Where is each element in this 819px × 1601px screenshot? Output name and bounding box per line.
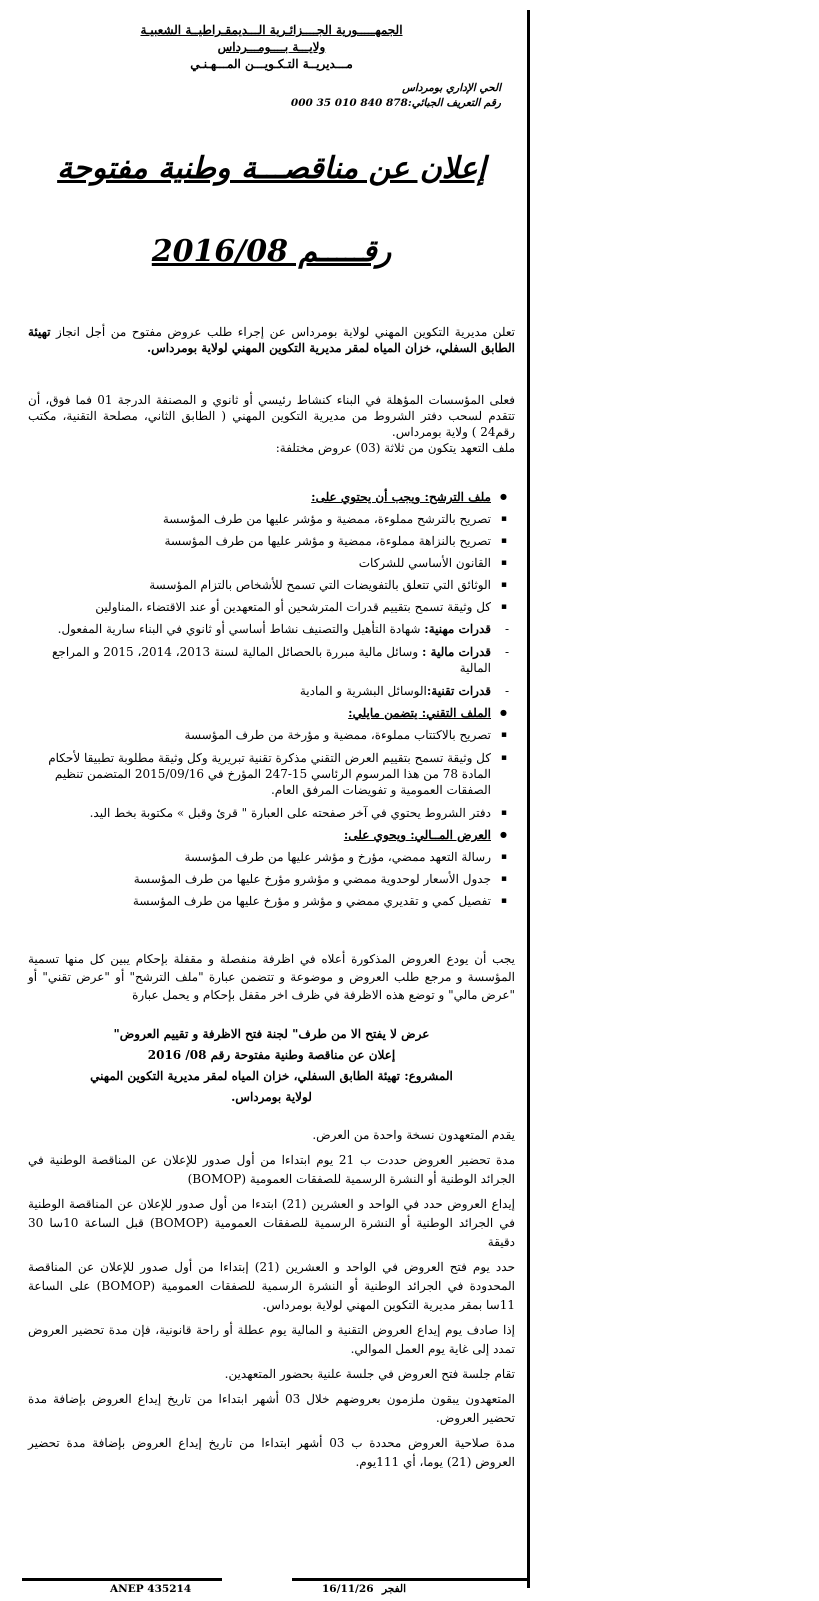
candidacy-heading: ● ملف الترشح: ويجب أن يحتوي على: — [28, 486, 515, 508]
list-item: ▪ كل وثيقة تسمح بتقييم قدرات المترشحين أو المتعهدين أو عند الاقتضاء ،المناولين — [28, 596, 515, 618]
closing-paragraph: يقدم المتعهدون نسخة واحدة من العرض. — [312, 1128, 515, 1142]
candidacy-list — [28, 486, 515, 912]
intro-text: تعلن مديرية التكوين المهني لولاية بومرداس عن إجراء طلب عروض مفتوح من أجل انجاز — [56, 325, 515, 339]
list-item: ▪ القانون الأساسي للشركات — [28, 552, 515, 574]
closing-paragraph: إيداع العروض حدد في الواحد و العشرين (21) ابتدءا من أول صدور للإعلان عن المناقصة الوطنية في الجرائد الوطنية أو النشرة الرسمية للصفقات العمومية (BOMOP) قبل الساعة 10سا 30 دقيقة — [28, 1197, 516, 1249]
wilaya-line: ولايـــة بــــومـــرداس — [217, 40, 326, 54]
eligibility-section — [28, 392, 515, 456]
issuer-header — [28, 22, 515, 73]
financial-capacity: - قدرات مالية : وسائل مالية مبررة بالحصائل المالية لسنة 2013، 2014، 2015 و المراجع المالية — [28, 640, 515, 680]
project-name: تهيئة الطابق السفلي، خزان المياه لمقر مديرية التكوين المهني لولاية بومرداس. — [28, 325, 515, 355]
publication-date: 16/11/26 — [322, 1583, 374, 1595]
technical-file-heading: ● الملف التقني: يتضمن مايلي: — [28, 702, 515, 724]
list-item: ▪ جدول الأسعار لوحدوية ممضي و مؤشرو مؤرخ عليها من طرف المؤسسة — [28, 868, 515, 890]
list-item: ▪ الوثائق التي تتعلق بالتفويضات التي تسمح للأشخاص بالتزام المؤسسة — [28, 574, 515, 596]
anep-reference: ANEP 435214 — [110, 1583, 192, 1595]
list-item: ▪ كل وثيقة تسمح بتقييم العرض التقني مذكرة تقنية تبريرية وكل وثيقة مطلوبة تطبيقا لأحكام المادة 78 من هذا المرسوم الرئاسي 15-247 المؤرخ في 2015/09/16 المتضمن تنظيم الصفقات العمومية و تفويضات المرفق العام. — [28, 746, 515, 802]
tax-id-line: رقم التعريف الجبائي:878 840 010 35 000 — [290, 97, 501, 109]
list-item: ▪ تصريح بالنزاهة مملوءة، ممضية و مؤشر عليها من طرف المؤسسة — [28, 530, 515, 552]
announcement-document — [22, 22, 527, 1472]
closing-paragraph: إذا صادف يوم إيداع العروض التقنية و المالية يوم عطلة أو راحة قانونية، فإن مدة تحضير العروض تمدد إلى غاية يوم العمل الموالي. — [28, 1323, 515, 1356]
newspaper-name: الفجر — [382, 1583, 406, 1595]
envelope-instructions: يجب أن يودع العروض المذكورة أعلاه في اظرفة منفصلة و مقفلة بإحكام يبين كل منها تسمية المؤسسة و مرجع طلب العروض و موضوعة و تتضمن عبارة "ملف الترشح" أو "عرض تقني" أو "عرض مالي" و توضع هذه الاظرفة في ظرف اخر مقفل بإحكام و يحمل عبارة — [28, 952, 515, 1002]
footer-rule-gap — [222, 1578, 292, 1581]
envelope-label-line: إعلان عن مناقصة وطنية مفتوحة رقم 08/ 2016 — [147, 1048, 396, 1062]
announcement-page — [22, 10, 530, 1588]
intro-paragraph — [28, 324, 515, 356]
closing-paragraph: مدة تحضير العروض حددت ب 21 يوم ابتداءا من أول صدور للإعلان عن المناقصة الوطنية في الجرائد الوطنية أو النشرة الرسمية للصفقات العمومية (BOMOP) — [28, 1153, 515, 1186]
republic-line: الجمهـــــورية الجــــزائـرية الـــديمقـراطيــة الشعبيـة — [140, 23, 403, 37]
closing-paragraph: المتعهدون يبقون ملزمون بعروضهم خلال 03 أشهر ابتداءا من تاريخ إيداع العروض بإضافة مدة تحضير العروض. — [28, 1392, 515, 1425]
announcement-number: رقـــــم 2016/08 — [151, 234, 392, 269]
closing-terms — [28, 1126, 515, 1472]
envelope-label-line: عرض لا يفتح الا من طرف" لجنة فتح الاظرفة و تقييم العروض" — [113, 1027, 430, 1041]
envelope-label-block — [28, 1024, 515, 1108]
eligibility-paragraph: فعلى المؤسسات المؤهلة في البناء كنشاط رئيسي أو ثانوي و المصنفة الدرجة 01 فما فوق، أن تتقدم لسحب دفتر الشروط من مديرية التكوين المهني ( الطابق الثاني، مصلحة التقنية، مكتب رقم24 ) ولاية بومرداس. — [28, 393, 515, 439]
closing-paragraph: مدة صلاحية العروض محددة ب 03 أشهر ابتداءا من تاريخ إيداع العروض بإضافة مدة تحضير العروض (21) يوما، أي 111يوم. — [28, 1436, 515, 1469]
offer-composition: ملف التعهد يتكون من ثلاثة (03) عروض مختلفة: — [275, 441, 515, 455]
address-line: الحي الإداري بومرداس — [402, 82, 501, 94]
envelope-label-line: لولاية بومرداس. — [231, 1090, 312, 1104]
list-item: ▪ تفصيل كمي و تقديري ممضي و مؤشر و مؤرخ عليها من طرف المؤسسة — [28, 890, 515, 912]
list-item: ▪ تصريح بالاكتتاب مملوءة، ممضية و مؤرخة من طرف المؤسسة — [28, 724, 515, 746]
list-item: ▪ دفتر الشروط يحتوي في آخر صفحته على العبارة " قرئ وقبل » مكتوبة بخط اليد. — [28, 802, 515, 824]
closing-paragraph: تقام جلسة فتح العروض في جلسة علنية بحضور المتعهدين. — [224, 1367, 515, 1381]
technical-capacity: - قدرات تقنية:الوسائل البشرية و المادية — [28, 680, 515, 702]
issuer-address — [28, 81, 515, 111]
directorate-line: مـــديريــة التـكـويـــن المـــهـنـي — [190, 57, 353, 71]
publication-footer — [22, 1578, 530, 1599]
list-item: ▪ تصريح بالترشح مملوءة، ممضية و مؤشر عليها من طرف المؤسسة — [28, 508, 515, 530]
envelope-label-line: المشروع: تهيئة الطابق السفلي، خزان المياه لمقر مديرية التكوين المهني — [90, 1069, 453, 1083]
list-item: ▪ رسالة التعهد ممضي، مؤرخ و مؤشر عليها من طرف المؤسسة — [28, 846, 515, 868]
professional-capacity: - قدرات مهنية: شهادة التأهيل والتصنيف نشاط أساسي أو ثانوي في البناء سارية المفعول. — [28, 618, 515, 640]
announcement-title: إعلان عن مناقصـــة وطنية مفتوحة — [57, 151, 486, 186]
closing-paragraph: حدد يوم فتح العروض في الواحد و العشرين (21) إبتداءا من أول صدور للإعلان عن المناقصة المحدودة في الجرائد الوطنية أو النشرة الرسمية للصفقات العمومية (BOMOP) على الساعة 11سا بمقر مديرية التكوين المهني لولاية بومرداس. — [28, 1260, 516, 1312]
financial-offer-heading: ● العرض المــالي: ويحوي على: — [28, 824, 515, 846]
